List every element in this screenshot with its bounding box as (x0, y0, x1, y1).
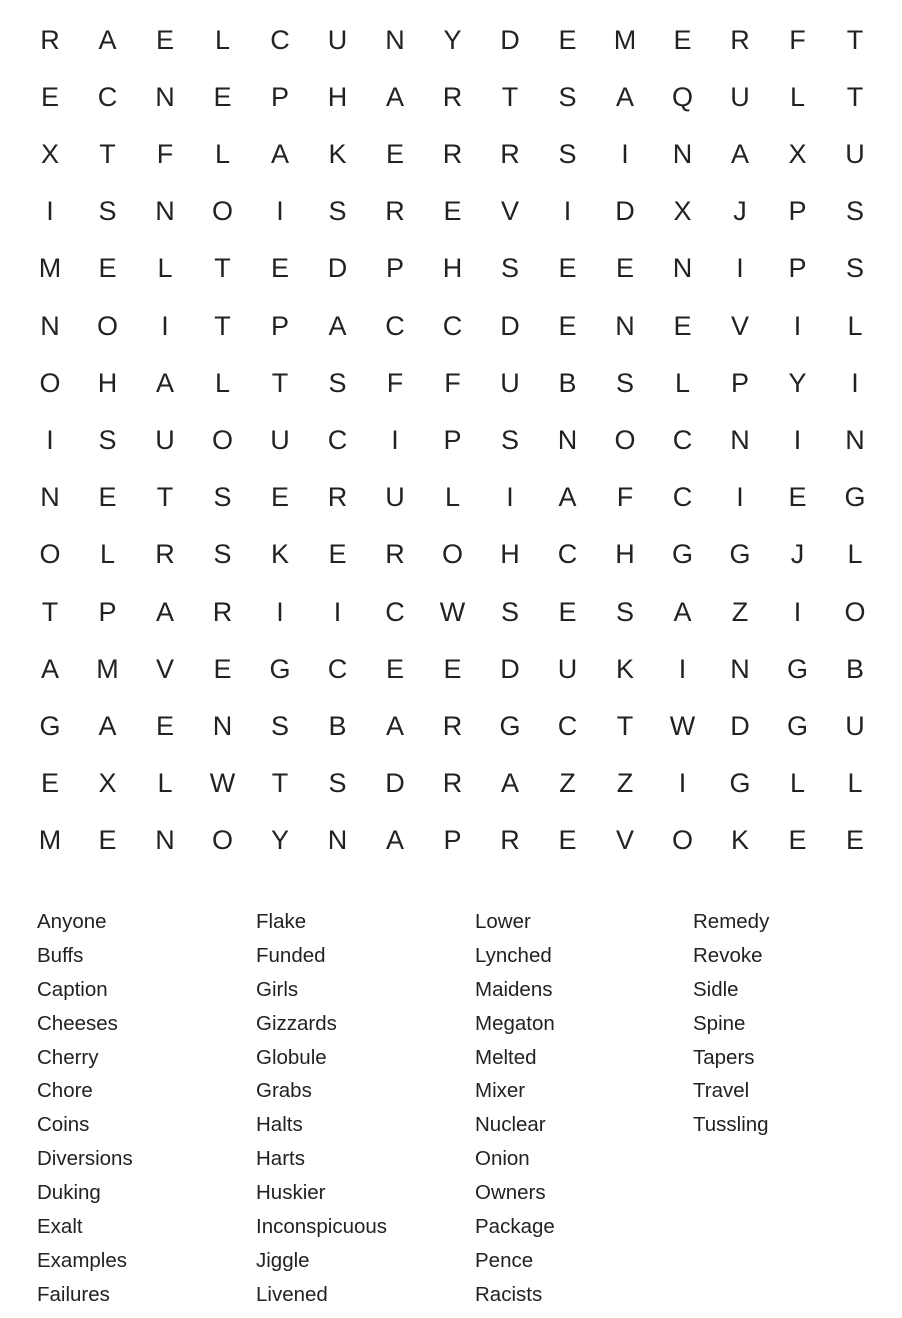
grid-cell[interactable]: A (328, 310, 347, 341)
grid-cell[interactable]: P (443, 825, 462, 856)
word-list-item: Exalt (37, 1215, 83, 1239)
grid-cell[interactable]: E (385, 653, 404, 684)
grid-cell[interactable]: I (736, 253, 744, 284)
grid-cell[interactable]: V (730, 310, 749, 341)
grid-cell[interactable]: U (557, 653, 578, 684)
grid-cell[interactable]: L (99, 539, 116, 570)
grid-cell[interactable]: J (733, 196, 747, 227)
grid-cell[interactable]: T (214, 310, 231, 341)
grid-cell[interactable]: R (212, 596, 233, 627)
grid-cell[interactable]: T (501, 81, 519, 112)
grid-cell[interactable]: A (270, 138, 289, 169)
grid-cell[interactable]: S (213, 539, 232, 570)
word-list-item: Failures (37, 1282, 110, 1306)
grid-cell[interactable]: L (444, 482, 461, 513)
word-list-item: Lower (475, 910, 531, 933)
grid-cell[interactable]: S (328, 196, 347, 227)
grid-cell[interactable]: P (443, 424, 462, 455)
grid-cell[interactable]: A (558, 482, 577, 513)
grid-cell[interactable]: I (851, 367, 859, 398)
grid-cell[interactable]: O (441, 539, 463, 570)
grid-cell[interactable]: P (270, 81, 289, 112)
grid-cell[interactable]: H (442, 253, 463, 284)
grid-cell[interactable]: E (558, 596, 577, 627)
grid-cell[interactable]: L (214, 138, 231, 169)
grid-cell[interactable]: R (385, 196, 405, 227)
grid-cell[interactable]: P (270, 310, 289, 341)
word-list-item: Funded (256, 943, 326, 967)
grid-cell[interactable]: R (442, 81, 463, 112)
grid-cell[interactable]: I (563, 196, 572, 227)
grid-cell[interactable]: I (276, 596, 284, 627)
grid-cell[interactable]: I (793, 596, 802, 627)
grid-cell[interactable]: W (209, 768, 236, 799)
grid-cell[interactable]: L (157, 253, 173, 284)
grid-cell[interactable]: A (385, 710, 404, 741)
word-list-item: Maidens (475, 977, 553, 1001)
word-list-item: Caption (37, 977, 108, 1001)
grid-cell[interactable]: T (99, 138, 116, 169)
grid-cell[interactable]: E (443, 196, 462, 227)
grid-cell[interactable]: T (846, 24, 864, 55)
grid-cell[interactable]: N (40, 310, 60, 341)
grid-cell[interactable]: E (270, 253, 289, 284)
word-list-item: Owners (475, 1181, 546, 1205)
grid-cell[interactable]: I (46, 424, 54, 455)
word-list-item: Remedy (693, 910, 770, 933)
grid-cell[interactable]: A (385, 81, 404, 112)
grid-cell[interactable]: O (614, 424, 636, 455)
grid-cell[interactable]: D (500, 310, 520, 341)
grid-cell[interactable]: O (211, 825, 233, 856)
grid-cell[interactable]: G (786, 653, 808, 684)
grid-cell[interactable]: I (506, 482, 514, 513)
grid-cell[interactable]: S (845, 196, 864, 227)
grid-cell[interactable]: L (214, 24, 231, 55)
grid-cell[interactable]: Y (443, 24, 462, 55)
word-list-item: Melted (475, 1045, 537, 1069)
grid-cell[interactable]: E (155, 24, 174, 55)
grid-cell[interactable]: M (613, 24, 637, 55)
grid-cell[interactable]: X (98, 768, 117, 799)
grid-cell[interactable]: W (439, 596, 466, 627)
grid-cell[interactable]: N (615, 310, 635, 341)
grid-cell[interactable]: U (730, 81, 750, 112)
grid-cell[interactable]: A (615, 81, 634, 112)
grid-cell[interactable]: I (678, 653, 687, 684)
grid-cell[interactable]: S (213, 482, 232, 513)
word-column (256, 905, 387, 1312)
word-list-item: Package (475, 1215, 555, 1239)
grid-cell[interactable]: D (500, 24, 520, 55)
word-list-item: Revoke (693, 943, 763, 967)
grid-cell[interactable]: L (214, 367, 231, 398)
grid-cell[interactable]: Z (559, 768, 576, 799)
grid-cell[interactable]: U (845, 138, 865, 169)
word-list-item: Inconspicuous (256, 1215, 388, 1239)
grid-cell[interactable]: X (40, 138, 59, 169)
grid-cell[interactable]: L (847, 768, 863, 799)
grid-cell[interactable]: E (328, 539, 347, 570)
grid-cell[interactable]: E (213, 653, 232, 684)
grid-cell[interactable]: I (46, 196, 54, 227)
grid-cell[interactable]: N (730, 424, 750, 455)
grid-cell[interactable]: R (730, 24, 750, 55)
grid-cell[interactable]: X (673, 196, 692, 227)
grid-cell[interactable]: U (385, 482, 405, 513)
grid-cell[interactable]: C (385, 310, 405, 341)
grid-cell[interactable]: P (730, 367, 749, 398)
grid-cell[interactable]: G (39, 710, 61, 741)
grid-cell[interactable]: R (500, 138, 520, 169)
grid-cell[interactable]: C (270, 24, 290, 55)
grid-cell[interactable]: C (385, 596, 405, 627)
grid-cell[interactable]: L (157, 768, 173, 799)
grid-cell[interactable]: W (669, 710, 696, 741)
grid-cell[interactable]: Z (731, 596, 749, 627)
word-list-item: Tapers (693, 1045, 755, 1069)
grid-cell[interactable]: Z (616, 768, 634, 799)
grid-cell[interactable]: U (155, 424, 175, 455)
grid-cell[interactable]: G (499, 710, 521, 741)
grid-cell[interactable]: B (558, 367, 577, 398)
word-list-item: Mixer (475, 1079, 526, 1103)
grid-cell[interactable]: G (729, 768, 751, 799)
grid-cell[interactable]: S (270, 710, 289, 741)
grid-cell[interactable]: E (98, 825, 117, 856)
grid-cell[interactable]: F (386, 367, 404, 398)
grid-cell[interactable]: V (615, 825, 634, 856)
word-column (37, 905, 133, 1312)
word-list-item: Gizzards (256, 1011, 337, 1035)
grid-cell[interactable]: A (98, 24, 117, 55)
grid-cell[interactable]: B (328, 710, 347, 741)
grid-cell[interactable]: M (96, 653, 119, 684)
grid-cell[interactable]: I (621, 138, 629, 169)
grid-cell[interactable]: L (789, 81, 806, 112)
grid-cell[interactable]: O (39, 539, 61, 570)
grid-cell[interactable]: E (558, 825, 577, 856)
word-column (475, 905, 555, 1312)
grid-cell[interactable]: D (327, 253, 348, 284)
grid-cell[interactable]: E (615, 253, 634, 284)
grid-cell[interactable]: N (155, 81, 175, 112)
word-list-item: Diversions (37, 1147, 133, 1171)
word-list-item: Girls (256, 977, 299, 1001)
grid-cell[interactable]: G (269, 653, 291, 684)
grid-cell[interactable]: Q (671, 81, 693, 112)
grid-cell[interactable]: Y (788, 367, 807, 398)
grid-cell[interactable]: G (844, 482, 866, 513)
grid-cell[interactable]: E (558, 253, 577, 284)
grid-cell[interactable]: C (442, 310, 463, 341)
grid-cell[interactable]: T (271, 367, 289, 398)
grid-cell[interactable]: U (500, 367, 520, 398)
grid-cell[interactable]: E (558, 24, 577, 55)
grid-cell[interactable]: S (845, 253, 864, 284)
grid-cell[interactable]: C (557, 710, 578, 741)
word-list-item: Chore (37, 1079, 93, 1103)
grid-cell[interactable]: I (333, 596, 342, 627)
grid-cell[interactable]: T (156, 482, 174, 513)
word-list-item: Examples (37, 1248, 128, 1272)
grid-cell[interactable]: F (616, 482, 634, 513)
grid-cell[interactable]: S (98, 196, 117, 227)
grid-cell[interactable]: C (327, 424, 348, 455)
grid-cell[interactable]: L (847, 539, 863, 570)
grid-cell[interactable]: S (558, 138, 577, 169)
grid-cell[interactable]: A (98, 710, 117, 741)
grid-cell[interactable]: I (793, 310, 802, 341)
grid-cell[interactable]: O (844, 596, 866, 627)
word-list (0, 905, 902, 1315)
grid-cell[interactable]: C (672, 482, 693, 513)
word-list-item: Spine (693, 1011, 746, 1035)
grid-cell[interactable]: N (40, 482, 60, 513)
word-list-item: Racists (475, 1282, 543, 1306)
grid-cell[interactable]: S (615, 596, 634, 627)
grid-cell[interactable]: P (98, 596, 117, 627)
grid-cell[interactable]: A (40, 653, 59, 684)
grid-cell[interactable]: N (385, 24, 405, 55)
grid-cell[interactable]: A (155, 596, 174, 627)
grid-cell[interactable]: C (327, 653, 348, 684)
grid-cell[interactable]: O (96, 310, 118, 341)
grid-cell[interactable]: L (789, 768, 806, 799)
grid-cell[interactable]: S (500, 596, 519, 627)
word-list-item: Onion (475, 1147, 530, 1171)
word-list-item: Livened (256, 1282, 328, 1306)
grid-cell[interactable]: T (41, 596, 59, 627)
grid-cell[interactable]: K (270, 539, 289, 570)
grid-cell[interactable]: E (845, 825, 864, 856)
grid-cell[interactable]: R (500, 825, 520, 856)
grid-cell[interactable]: N (672, 138, 693, 169)
grid-cell[interactable]: E (98, 482, 117, 513)
grid-cell[interactable]: H (615, 539, 635, 570)
word-list-item: Travel (693, 1079, 750, 1103)
word-list-item: Jiggle (256, 1248, 310, 1272)
grid-cell[interactable]: E (673, 24, 692, 55)
grid-cell[interactable]: C (97, 81, 118, 112)
grid-cell[interactable]: A (155, 367, 174, 398)
grid-cell[interactable]: I (161, 310, 169, 341)
grid-cell[interactable]: S (558, 81, 577, 112)
word-list-item: Nuclear (475, 1113, 546, 1137)
grid-cell[interactable]: D (730, 710, 750, 741)
grid-cell[interactable]: G (729, 539, 751, 570)
grid-cell[interactable]: U (327, 24, 348, 55)
grid-cell[interactable]: S (328, 367, 347, 398)
grid-cell[interactable]: N (845, 424, 865, 455)
word-list-item: Duking (37, 1181, 101, 1205)
word-list-item: Sidle (693, 977, 739, 1001)
grid-cell[interactable]: A (673, 596, 692, 627)
grid-cell[interactable]: E (213, 81, 232, 112)
word-list-item: Megaton (475, 1011, 555, 1035)
grid-cell[interactable]: S (328, 768, 347, 799)
grid-cell[interactable]: K (730, 825, 749, 856)
grid-cell[interactable]: R (385, 539, 405, 570)
grid-cell[interactable]: S (615, 367, 634, 398)
word-column (693, 905, 769, 1142)
grid-cell[interactable]: E (40, 768, 59, 799)
grid-cell[interactable]: L (674, 367, 691, 398)
grid-cell[interactable]: E (558, 310, 577, 341)
grid-cell[interactable]: A (385, 825, 404, 856)
word-list-item: Coins (37, 1113, 90, 1137)
grid-cell[interactable]: O (211, 424, 233, 455)
grid-cell[interactable]: X (788, 138, 807, 169)
grid-cell[interactable]: U (845, 710, 865, 741)
grid-cell[interactable]: E (673, 310, 692, 341)
grid-cell[interactable]: I (678, 768, 687, 799)
grid-cell[interactable]: R (442, 710, 463, 741)
grid-cell[interactable]: D (385, 768, 405, 799)
grid-cell[interactable]: E (270, 482, 289, 513)
word-list-item: Halts (256, 1113, 303, 1137)
grid-cell[interactable]: T (214, 253, 231, 284)
grid-cell[interactable]: N (327, 825, 348, 856)
grid-cell[interactable]: F (789, 24, 806, 55)
word-list-item: Flake (256, 910, 307, 933)
grid-cell[interactable]: J (790, 539, 805, 570)
grid-cell[interactable]: T (271, 768, 289, 799)
grid-cell[interactable]: N (155, 825, 175, 856)
grid-cell[interactable]: V (500, 196, 519, 227)
grid-cell[interactable]: E (788, 482, 807, 513)
grid-cell[interactable]: N (155, 196, 175, 227)
grid-cell[interactable]: F (444, 367, 461, 398)
word-list-item: Pence (475, 1248, 534, 1272)
grid-cell[interactable]: K (615, 653, 634, 684)
grid-cell[interactable]: R (442, 768, 463, 799)
grid-cell[interactable]: N (672, 253, 693, 284)
grid-cell[interactable]: Y (270, 825, 289, 856)
word-list-item: Cherry (37, 1045, 99, 1069)
grid-cell[interactable]: R (155, 539, 175, 570)
grid-cell[interactable]: E (788, 825, 807, 856)
grid-cell[interactable]: D (615, 196, 635, 227)
grid-cell[interactable]: G (671, 539, 693, 570)
grid-cell[interactable]: P (788, 196, 807, 227)
word-list-item: Cheeses (37, 1011, 118, 1035)
grid-cell[interactable]: U (270, 424, 290, 455)
grid-cell[interactable]: A (500, 768, 519, 799)
grid-cell[interactable]: S (500, 424, 519, 455)
word-list-item: Grabs (256, 1079, 312, 1103)
grid-cell[interactable]: T (846, 81, 864, 112)
grid-cell[interactable]: L (847, 310, 863, 341)
grid-cell[interactable]: I (793, 424, 802, 455)
grid-cell[interactable]: T (616, 710, 634, 741)
word-list-item: Huskier (256, 1181, 326, 1205)
grid-cell[interactable]: I (276, 196, 284, 227)
grid-cell[interactable]: P (385, 253, 404, 284)
grid-cell[interactable]: H (97, 367, 118, 398)
grid-cell[interactable]: D (500, 653, 520, 684)
grid-cell[interactable]: N (212, 710, 233, 741)
grid-cell[interactable]: B (845, 653, 864, 684)
grid-cell[interactable]: V (155, 653, 174, 684)
grid-cell[interactable]: S (98, 424, 117, 455)
grid-cell[interactable]: M (38, 825, 62, 856)
word-list-item: Globule (256, 1045, 327, 1069)
grid-cell[interactable]: K (328, 138, 347, 169)
grid-cell[interactable]: N (730, 653, 750, 684)
grid-cell[interactable]: C (672, 424, 693, 455)
grid-cell[interactable]: E (98, 253, 117, 284)
grid-cell[interactable]: H (500, 539, 520, 570)
grid-cell[interactable]: N (557, 424, 578, 455)
grid-cell[interactable]: R (442, 138, 463, 169)
grid-cell[interactable]: O (39, 367, 61, 398)
word-list-item: Tussling (693, 1113, 769, 1137)
word-list-item: Buffs (37, 943, 84, 967)
grid-cell[interactable]: E (40, 81, 59, 112)
grid-cell[interactable]: H (327, 81, 348, 112)
grid-cell[interactable]: P (788, 253, 807, 284)
grid-cell[interactable]: R (327, 482, 348, 513)
grid-cell[interactable]: I (391, 424, 399, 455)
grid-cell[interactable]: C (557, 539, 578, 570)
word-list-item: Anyone (37, 910, 107, 933)
grid-cell[interactable]: E (155, 710, 174, 741)
grid-cell[interactable]: O (671, 825, 693, 856)
word-list-item: Lynched (475, 943, 552, 967)
grid-cell[interactable]: I (736, 482, 744, 513)
grid-cell[interactable]: A (730, 138, 749, 169)
grid-cell[interactable]: M (38, 253, 62, 284)
grid-cell[interactable]: G (786, 710, 808, 741)
grid-cell[interactable]: E (385, 138, 404, 169)
grid-cell[interactable]: F (156, 138, 174, 169)
grid-cell[interactable]: R (40, 24, 60, 55)
grid-cell[interactable]: E (443, 653, 462, 684)
word-list-item: Harts (256, 1147, 305, 1171)
grid-cell[interactable]: O (211, 196, 233, 227)
grid-cell[interactable]: S (500, 253, 519, 284)
